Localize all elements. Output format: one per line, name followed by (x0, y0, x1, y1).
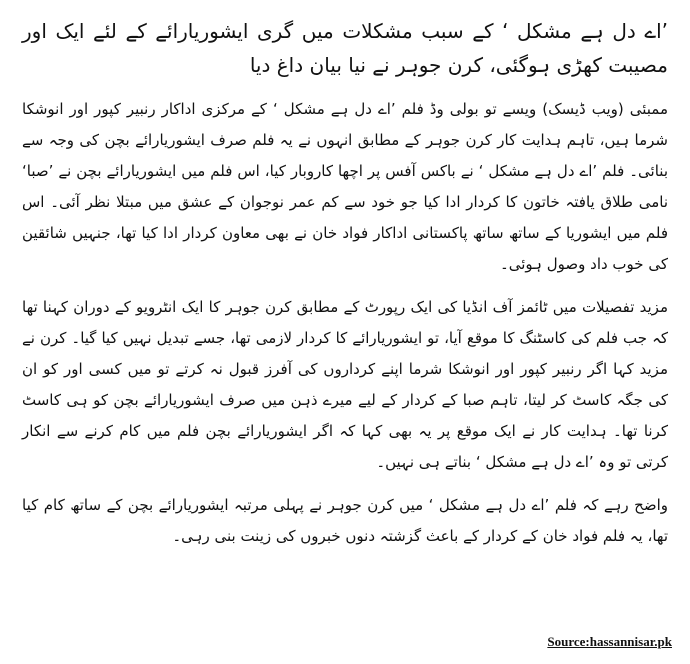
article-headline: ’اے دل ہے مشکل ‘ کے سبب مشکلات میں گری ایشوریارائے کے لئے ایک اور مصیبت کھڑی ہوگئی، کرن جوہر نے نیا بیان داغ دیا (22, 19, 668, 77)
article-paragraph-3: واضح رہے کہ فلم ’اے دل ہے مشکل ‘ میں کرن جوہر نے پہلی مرتبہ ایشوریارائے بچن کے ساتھ کام کیا تھا، یہ فلم فواد خان کے کردار کے باعث گزشتہ دنوں خبروں کی زینت بنی رہی۔ (22, 496, 668, 545)
article (22, 14, 668, 564)
source-credit: Source:hassannisar.pk (547, 634, 672, 649)
article-paragraph-2: مزید تفصیلات میں ٹائمز آف انڈیا کی ایک رپورٹ کے مطابق کرن جوہر کا ایک انٹرویو کے دوران کہنا تھا کہ جب فلم کی کاسٹنگ کا موقع آیا، تو ایشوریارائے کا کردار لازمی تھا، جسے تبدیل نہیں کیا گیا۔ کرن نے مزید کہا اگر رنبیر کپور اور انوشکا شرما اپنے کرداروں کی آفرز قبول نہ کرتے تو میں کسی اور کو ان کی جگہ کاسٹ کر لیتا، تاہم صبا کے کردار کے لیے میرے ذہن میں صرف ایشوریارائے بچن کو ہی کاسٹ کرنا تھا۔ ہدایت کار نے ایک موقع پر یہ بھی کہا کہ اگر ایشوریارائے بچن فلم میں کام کرنے سے انکار کرتی تو وہ ’اے دل ہے مشکل ‘ بناتے ہی نہیں۔ (22, 298, 668, 471)
article-paragraph-1: ممبئی (ویب ڈیسک) ویسے تو بولی وڈ فلم ’اے دل ہے مشکل ‘ کے مرکزی اداکار رنبیر کپور اور انوشکا شرما ہیں، تاہم ہدایت کار کرن جوہر کے مطابق انہوں نے یہ فلم صرف ایشوریارائے بچن کی وجہ سے بنائی۔ فلم ’اے دل ہے مشکل ‘ نے باکس آفس پر اچھا کاروبار کیا، اس فلم میں ایشوریارائے بچن نے ’صبا‘ نامی طلاق یافتہ خاتون کا کردار ادا کیا جو خود سے کم عمر نوجوان کے عشق میں مبتلا نظر آئی۔ اس فلم میں ایشوریا کے ساتھ ساتھ پاکستانی اداکار فواد خان نے بھی معاون کردار ادا کیا تھا، جنہیں شائقین کی خوب داد وصول ہوئی۔ (22, 100, 668, 273)
